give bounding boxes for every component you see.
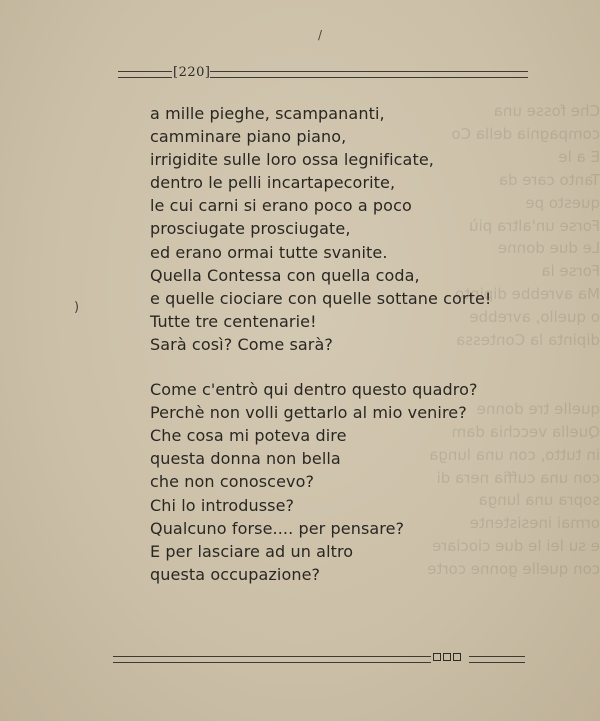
poem-line: che non conoscevo? — [150, 472, 315, 492]
show-through-line: Ma avrebbe dipinto — [454, 285, 600, 304]
show-through-line: Che fosse una — [493, 102, 600, 120]
footer-rule-left — [113, 656, 431, 663]
poem-line: prosciugate prosciugate, — [150, 219, 351, 239]
poem-line: irrigidite sulle loro ossa legnificate, — [150, 150, 434, 170]
stanza-gap — [150, 356, 510, 378]
page-header — [118, 66, 528, 82]
show-through-line: o quello, avrebbe — [469, 308, 600, 327]
poem-line: questa occupazione? — [150, 564, 321, 584]
paper-mark: / — [318, 28, 323, 42]
show-through-line: con una cuffia nera di — [436, 468, 600, 487]
show-through-line: sopra una lunga — [478, 491, 600, 510]
poem-line: Come c'entrò qui dentro questo quadro? — [150, 380, 478, 400]
poem-line: ed erano ormai tutte svanite. — [150, 242, 388, 262]
poem-line: questa donna non bella — [150, 449, 341, 469]
ornament-square — [453, 653, 461, 661]
show-through-line: Forse la — [541, 262, 600, 281]
show-through-line: compagnia della Co — [451, 124, 600, 143]
show-through-line: Tanto care da — [498, 170, 600, 189]
ornament-square — [443, 653, 451, 661]
show-through-line: ormai inesistente — [469, 514, 600, 533]
poem-line: dentro le pelli incartapecorite, — [150, 173, 396, 193]
stanza-1 — [150, 102, 510, 356]
show-through-line: Forse un'altra più — [469, 216, 600, 235]
show-through-line: con quelle gonne corte — [427, 560, 600, 579]
stanza-2 — [150, 378, 510, 586]
show-through-line: E a le — [558, 147, 600, 166]
show-through-line: Quella vecchia dam — [451, 422, 600, 441]
header-rule-right — [210, 71, 528, 78]
margin-mark: ) — [74, 300, 80, 315]
poem-line: E per lasciare ad un altro — [150, 541, 354, 561]
poem-line: Qualcuno forse.... per pensare? — [150, 518, 405, 538]
poem-line: a mille pieghe, scampananti, — [150, 104, 385, 123]
poem-line: Tutte tre centenarie! — [150, 311, 317, 331]
poem-line: Quella Contessa con quella coda, — [150, 265, 420, 285]
page-number: [220] — [173, 65, 211, 80]
poem-line: Che cosa mi poteva dire — [150, 426, 347, 446]
poem-text — [150, 102, 510, 586]
ornament-square — [433, 653, 441, 661]
show-through-line: quelle tre donne — [476, 399, 600, 418]
header-rule-left — [118, 71, 172, 78]
show-through-line: in tutto, con una lunga — [429, 445, 600, 464]
page-footer — [113, 653, 525, 667]
poem-line: le cui carni si erano poco a poco — [150, 196, 412, 216]
footer-rule-right — [469, 656, 525, 663]
show-through-line: dipinta la Contessa — [456, 331, 600, 350]
footer-ornament — [433, 653, 467, 663]
poem-line: e quelle ciociare con quelle sottane corte! — [150, 288, 492, 308]
poem-line: Chi lo introdusse? — [150, 495, 295, 515]
poem-line: camminare piano piano, — [150, 127, 347, 147]
show-through-line: Le due donne — [497, 239, 600, 258]
poem-line: Perchè non volli gettarlo al mio venire? — [150, 403, 467, 423]
show-through-line: e su lei le due ciociare — [432, 537, 600, 556]
poem-line: Sarà così? Come sarà? — [150, 334, 333, 354]
show-through-line: questo pe — [525, 193, 600, 212]
